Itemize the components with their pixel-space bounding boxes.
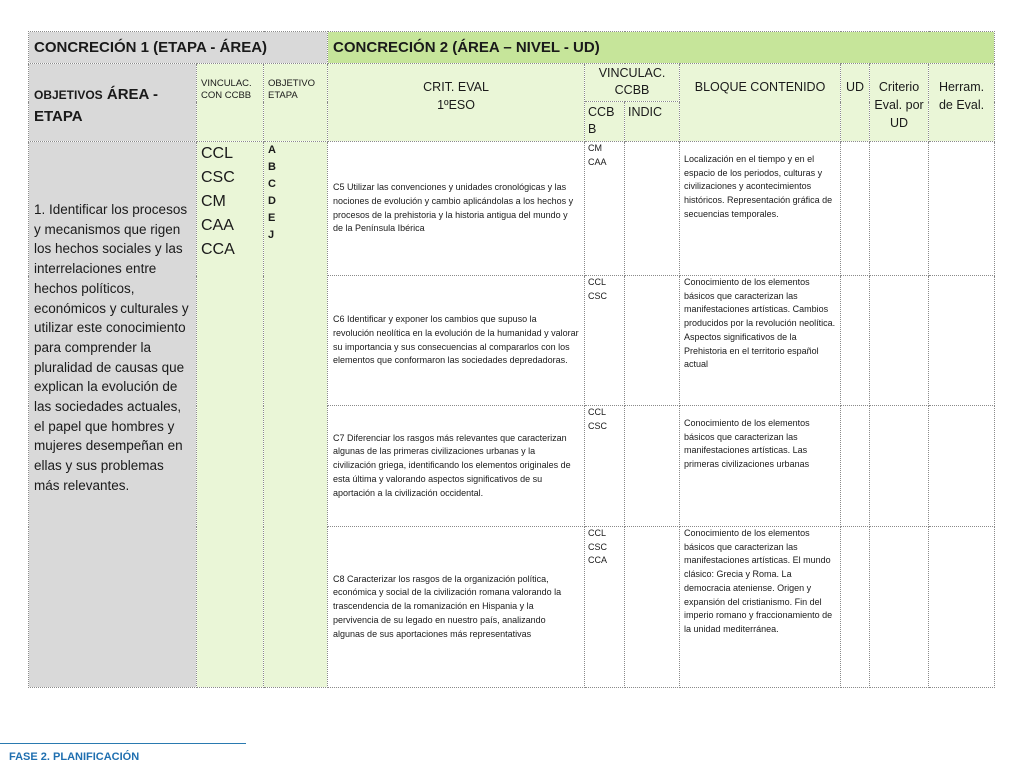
ccbb-item: CCL — [588, 277, 607, 287]
objetivo-etapa-item: C — [268, 178, 276, 190]
footer-divider — [0, 743, 246, 744]
competencia-item: CAA — [201, 217, 234, 234]
competencia-item: CCA — [201, 241, 235, 258]
objetivo-etapa-item: B — [268, 161, 276, 173]
bloque-c6: Conocimiento de los elementos básicos que caracterizan las manifestaciones artísticas. Cambios producidos por la revolución neolítica. Aspectos significativos de la Prehistoria en el territorio español actual — [680, 276, 841, 406]
crit-eval-header — [328, 64, 585, 142]
herram-c8 — [929, 527, 995, 688]
herram-eval-header: Herram. de Eval. — [929, 64, 995, 142]
criterio-ud-c5 — [870, 142, 929, 276]
competencias-list — [197, 142, 264, 688]
indic-c6 — [625, 276, 680, 406]
objetivos-area-etapa-header — [29, 64, 197, 142]
bloque-c7: Conocimiento de los elementos básicos que caracterizan las manifestaciones artísticas. Las primeras civilizaciones urbanas — [680, 406, 841, 527]
concrecion-2-header: CONCRECIÓN 2 (ÁREA – NIVEL - UD) — [328, 32, 995, 64]
bloque-contenido-header: BLOQUE CONTENIDO — [680, 64, 841, 142]
ccbb-item: CCL — [588, 528, 607, 538]
ccbb-item: CM — [588, 143, 603, 153]
criterio-c5: C5 Utilizar las convenciones y unidades cronológicas y las nociones de evolución y cambio aplicándolas a los hechos y procesos de la prehistoria y la historia antigua del mundo y de la Península Ibérica — [328, 142, 585, 276]
objective-text: 1. Identificar los procesos y mecanismos que rigen los hechos sociales y las interrelaciones entre hechos políticos, económicos y culturales y utilizar este conocimiento para comprender la pluralidad de causas que explican la evolución de las sociedades actuales, el papel que hombres y mujeres desempeñan en ellas y sus problemas más relevantes. — [29, 142, 197, 688]
ud-header: UD — [841, 64, 870, 142]
ccbb-item: CSC — [588, 541, 608, 552]
bloque-c8: Conocimiento de los elementos básicos que caracterizan las manifestaciones artísticas. El mundo clásico: Grecia y Roma. La democracia ateniense. Origen y expansión del cristianismo. Fin del imperio romano y fraccionamiento de la unidad mediterránea. — [680, 527, 841, 688]
ccbb-subheader: CCB B — [585, 102, 625, 142]
criterio-c7: C7 Diferenciar los rasgos más relevantes que caracterizan algunas de las primeras civilizaciones urbanas y la civilización griega, identificando los elementos originales de esta última y valorando aspectos significativos de su aportación a la civilización occidental. — [328, 406, 585, 527]
bloque-c5: Localización en el tiempo y en el espacio de los periodos, culturas y civilizaciones y acontecimientos históricos. Representación gráfica de secuencias temporales. — [680, 142, 841, 276]
indic-subheader: INDIC — [625, 102, 680, 142]
indic-c5 — [625, 142, 680, 276]
indic-c7 — [625, 406, 680, 527]
objetivo-etapa-item: E — [268, 212, 276, 224]
herram-c6 — [929, 276, 995, 406]
footer-title: FASE 2. PLANIFICACIÓN — [9, 751, 140, 763]
ud-c8 — [841, 527, 870, 688]
ud-c6 — [841, 276, 870, 406]
criterio-ud-c6 — [870, 276, 929, 406]
objetivo-etapa-item: A — [268, 144, 276, 156]
criterio-eval-ud-header: Criterio Eval. por UD — [870, 64, 929, 142]
ccbb-c6 — [585, 276, 625, 406]
area-etapa-label: ÁREA - ETAPA — [34, 86, 158, 125]
herram-c5 — [929, 142, 995, 276]
ccbb-item: CAA — [588, 156, 607, 167]
objetivo-etapa-header: OBJETIVO ETAPA — [264, 64, 328, 142]
planning-table — [28, 31, 995, 688]
objetivo-etapa-item: J — [268, 229, 275, 241]
vinculac-ccbb-header: VINCULAC. CCBB — [585, 64, 680, 102]
concrecion-1-header: CONCRECIÓN 1 (ETAPA - ÁREA) — [29, 32, 328, 64]
ccbb-c8 — [585, 527, 625, 688]
herram-c7 — [929, 406, 995, 527]
criterio-ud-c7 — [870, 406, 929, 527]
criterio-c6: C6 Identificar y exponer los cambios que supuso la revolución neolítica en la evolución de la humanidad y valorar su importancia y sus consecuencias al compararlos con los elementos que conformaron las sociedades depredadoras. — [328, 276, 585, 406]
ccbb-item: CCL — [588, 407, 607, 417]
ccbb-c7 — [585, 406, 625, 527]
course-label: 1ºESO — [437, 98, 475, 112]
competencia-item: CCL — [201, 145, 234, 162]
vinculacion-ccbb-header: VINCULAC. CON CCBB — [197, 64, 264, 142]
ud-c5 — [841, 142, 870, 276]
indic-c8 — [625, 527, 680, 688]
ccbb-item: CSC — [588, 420, 608, 431]
competencia-item: CM — [201, 193, 226, 210]
competencia-item: CSC — [201, 169, 235, 186]
ccbb-item: CCA — [588, 555, 608, 565]
objetivo-etapa-item: D — [268, 195, 276, 207]
ccbb-c5 — [585, 142, 625, 276]
objetivos-label: OBJETIVOS — [34, 88, 103, 102]
criterio-ud-c8 — [870, 527, 929, 688]
ud-c7 — [841, 406, 870, 527]
crit-eval-label: CRIT. EVAL — [423, 80, 489, 94]
ccbb-item: CSC — [588, 290, 608, 301]
criterio-c8: C8 Caracterizar los rasgos de la organización política, económica y social de la civilización romana valorando la trascendencia de la romanización en Hispania y la pervivencia de su legado en nuestro país, analizando algunas de sus aportaciones más representativas — [328, 527, 585, 688]
objetivos-etapa-list — [264, 142, 328, 688]
